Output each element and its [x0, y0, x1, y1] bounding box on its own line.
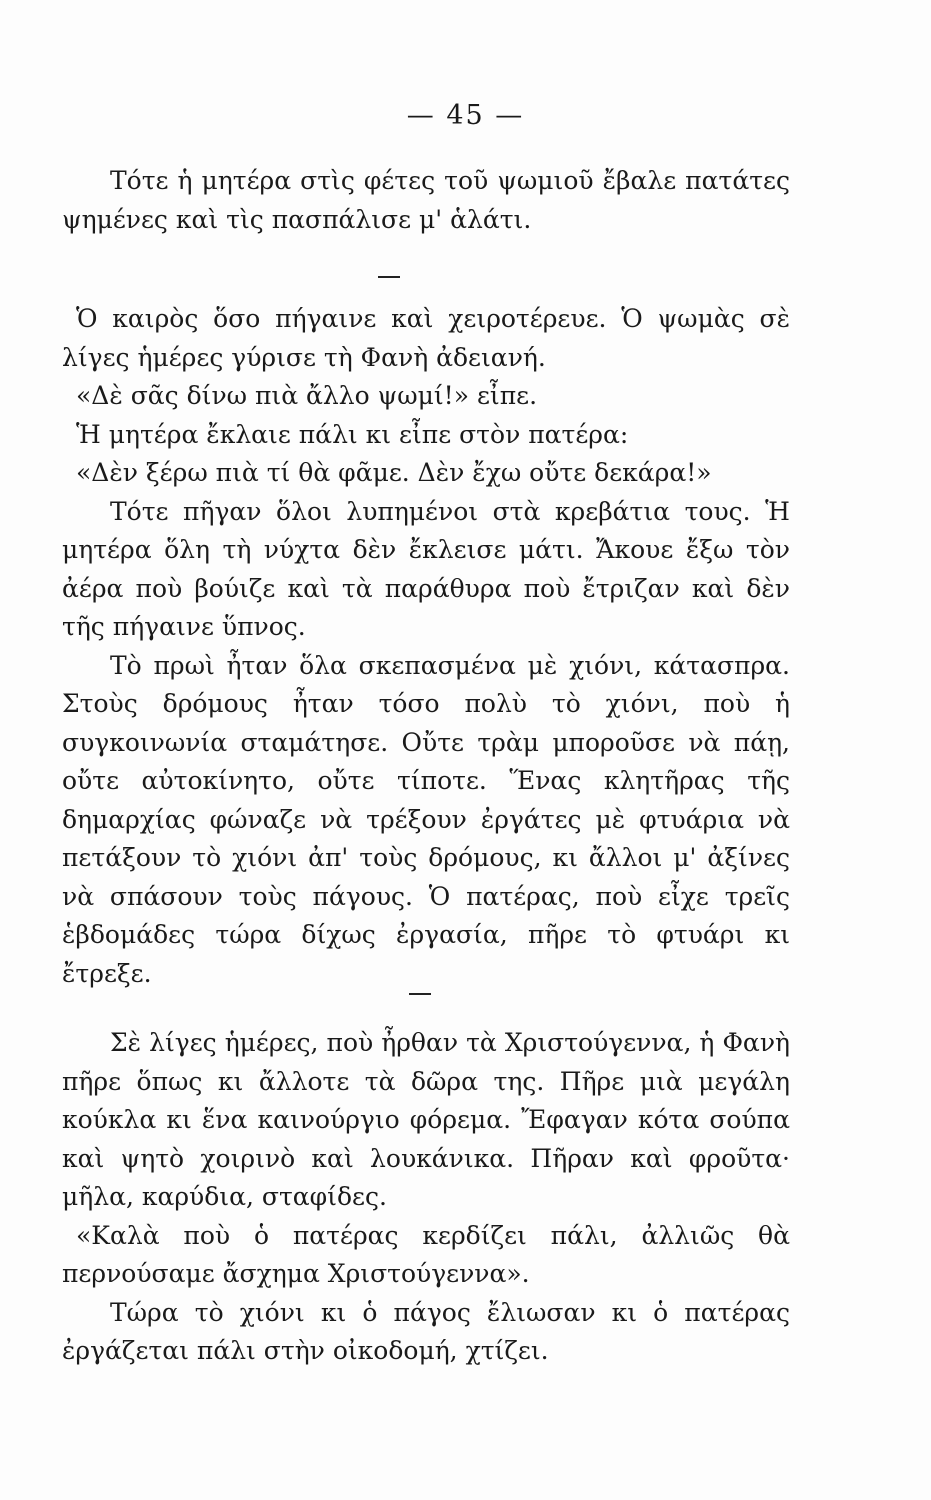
- paragraph: Τότε ἡ μητέρα στὶς φέτες τοῦ ψωμιοῦ ἔβαλε πατάτες ψημένες καὶ τὶς πασπάλισε μ' ἁλάτι.: [62, 166, 790, 234]
- section-3: [62, 1024, 790, 1371]
- paragraph: Τότε πῆγαν ὅλοι λυπημένοι στὰ κρεβάτια τους. Ἡ μητέρα ὅλη τὴ νύχτα δὲν ἔκλεισε μάτι. Ἄκουε ἔξω τὸν ἀέρα ποὺ βούιζε καὶ τὰ παράθυρα ποὺ ἔτριζαν καὶ δὲν τῆς πήγαινε ὕπνος.: [62, 496, 790, 641]
- paragraph: Ἡ μητέρα ἔκλαιε πάλι κι εἶπε στὸν πατέρα:: [76, 419, 629, 449]
- page-number: — 45 —: [406, 100, 525, 131]
- section-1: [62, 162, 790, 239]
- paragraph: Τὸ πρωὶ ἦταν ὅλα σκεπασμένα μὲ χιόνι, κάτασπρα. Στοὺς δρόμους ἦταν τόσο πολὺ τὸ χιόνι, ποὺ ἡ συγκοινωνία σταμάτησε. Οὔτε τρὰμ μποροῦσε νὰ πάῃ, οὔτε αὐτοκίνητο, οὔτε τίποτε. Ἕνας κλητῆρας τῆς δημαρχίας φώναζε νὰ τρέξουν ἐργάτες μὲ φτυάρια νὰ πετάξουν τὸ χιόνι ἀπ' τοὺς δρόμους, κι ἄλλοι μ' ἀξίνες νὰ σπάσουν τοὺς πάγους. Ὁ πατέρας, ποὺ εἶχε τρεῖς ἑβδομάδες τώρα δίχως ἐργασία, πῆρε τὸ φτυάρι κι ἔτρεξε.: [62, 650, 790, 988]
- section-divider: [409, 993, 431, 995]
- paragraph: Ὁ καιρὸς ὅσο πήγαινε καὶ χειροτέρευε. Ὁ ψωμὰς σὲ λίγες ἡμέρες γύρισε τὴ Φανὴ ἀδειανή.: [62, 304, 790, 372]
- paragraph: «Δὲ σᾶς δίνω πιὰ ἄλλο ψωμί!» εἶπε.: [76, 381, 538, 410]
- paragraph: «Καλὰ ποὺ ὁ πατέρας κερδίζει πάλι, ἀλλιῶς θὰ περνούσαμε ἄσχημα Χριστούγεννα».: [62, 1220, 790, 1288]
- paragraph: Τώρα τὸ χιόνι κι ὁ πάγος ἔλιωσαν κι ὁ πατέρας ἐργάζεται πάλι στὴν οἰκοδομή, χτίζει.: [62, 1297, 790, 1365]
- section-divider: [378, 276, 400, 278]
- section-2: [62, 300, 790, 993]
- paragraph: «Δὲν ξέρω πιὰ τί θὰ φᾶμε. Δὲν ἔχω οὔτε δεκάρα!»: [76, 458, 712, 487]
- paragraph: Σὲ λίγες ἡμέρες, ποὺ ἦρθαν τὰ Χριστούγεννα, ἡ Φανὴ πῆρε ὅπως κι ἄλλοτε τὰ δῶρα της. Πῆρε μιὰ μεγάλη κούκλα κι ἕνα καινούργιο φόρεμα. Ἔφαγαν κότα σούπα καὶ ψητὸ χοιρινὸ καὶ λουκάνικα. Πῆραν καὶ φροῦτα· μῆλα, καρύδια, σταφίδες.: [62, 1028, 790, 1211]
